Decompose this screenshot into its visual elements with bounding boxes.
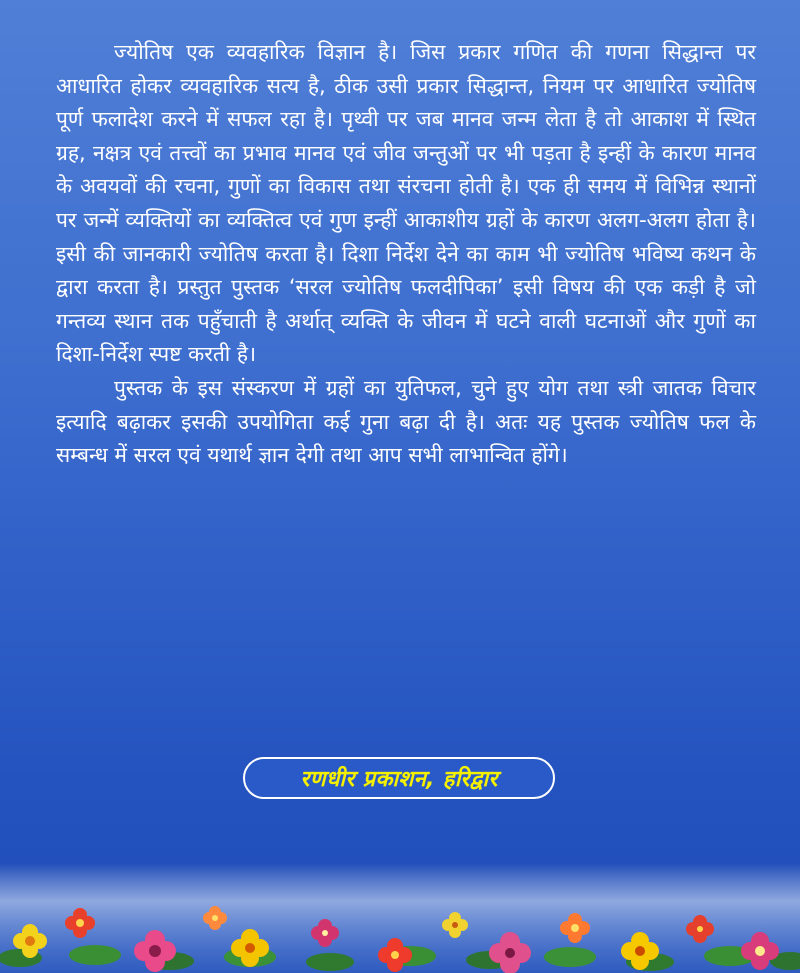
blurb-paragraph-2: पुस्तक के इस संस्करण में ग्रहों का युतिफल, चुने हुए योग तथा स्त्री जातक विचार इत्यादि बढ़ाकर इसकी उपयोगिता कई गुना बढ़ा दी है। अतः यह पुस्तक ज्योतिष फल के सम्बन्ध में सरल एवं यथार्थ ज्ञान देगी तथा आप सभी लाभान्वित होंगे। <box>56 375 756 468</box>
flower-border-decoration <box>0 863 800 973</box>
blurb-paragraph-1: ज्योतिष एक व्यवहारिक विज्ञान है। जिस प्रकार गणित की गणना सिद्धान्त पर आधारित होकर व्यवहारिक सत्य है, ठीक उसी प्रकार सिद्धान्त, नियम पर आधारित ज्योतिष पूर्ण फलादेश करने में सफल रहा है। पृथ्वी पर जब मानव जन्म लेता है तो आकाश में स्थित ग्रह, नक्षत्र एवं तत्त्वों का प्रभाव मानव एवं जीव जन्तुओं पर भी पड़ता है इन्हीं के कारण मानव के अवयवों की रचना, गुणों का विकास तथा संरचना होती है। एक ही समय में विभिन्न स्थानों पर जन्में व्यक्तियों का व्यक्तित्व एवं गुण इन्हीं आकाशीय ग्रहों के कारण अलग-अलग होता है। इसी की जानकारी ज्योतिष करता है। दिशा निर्देश देने का काम भी ज्योतिष भविष्य कथन के द्वारा करता है। प्रस्तुत पुस्तक ‘सरल ज्योतिष फलदीपिका’ इसी विषय की एक कड़ी है जो गन्तव्य स्थान तक पहुँचाती है अर्थात् व्यक्ति के जीवन में घटने वाली घटनाओं और गुणों का दिशा-निर्देश स्पष्ट करती है। <box>56 40 756 367</box>
blurb-text <box>56 36 756 473</box>
publisher-name: रणधीर प्रकाशन, हरिद्वार <box>300 767 498 792</box>
publisher-badge <box>243 757 555 799</box>
